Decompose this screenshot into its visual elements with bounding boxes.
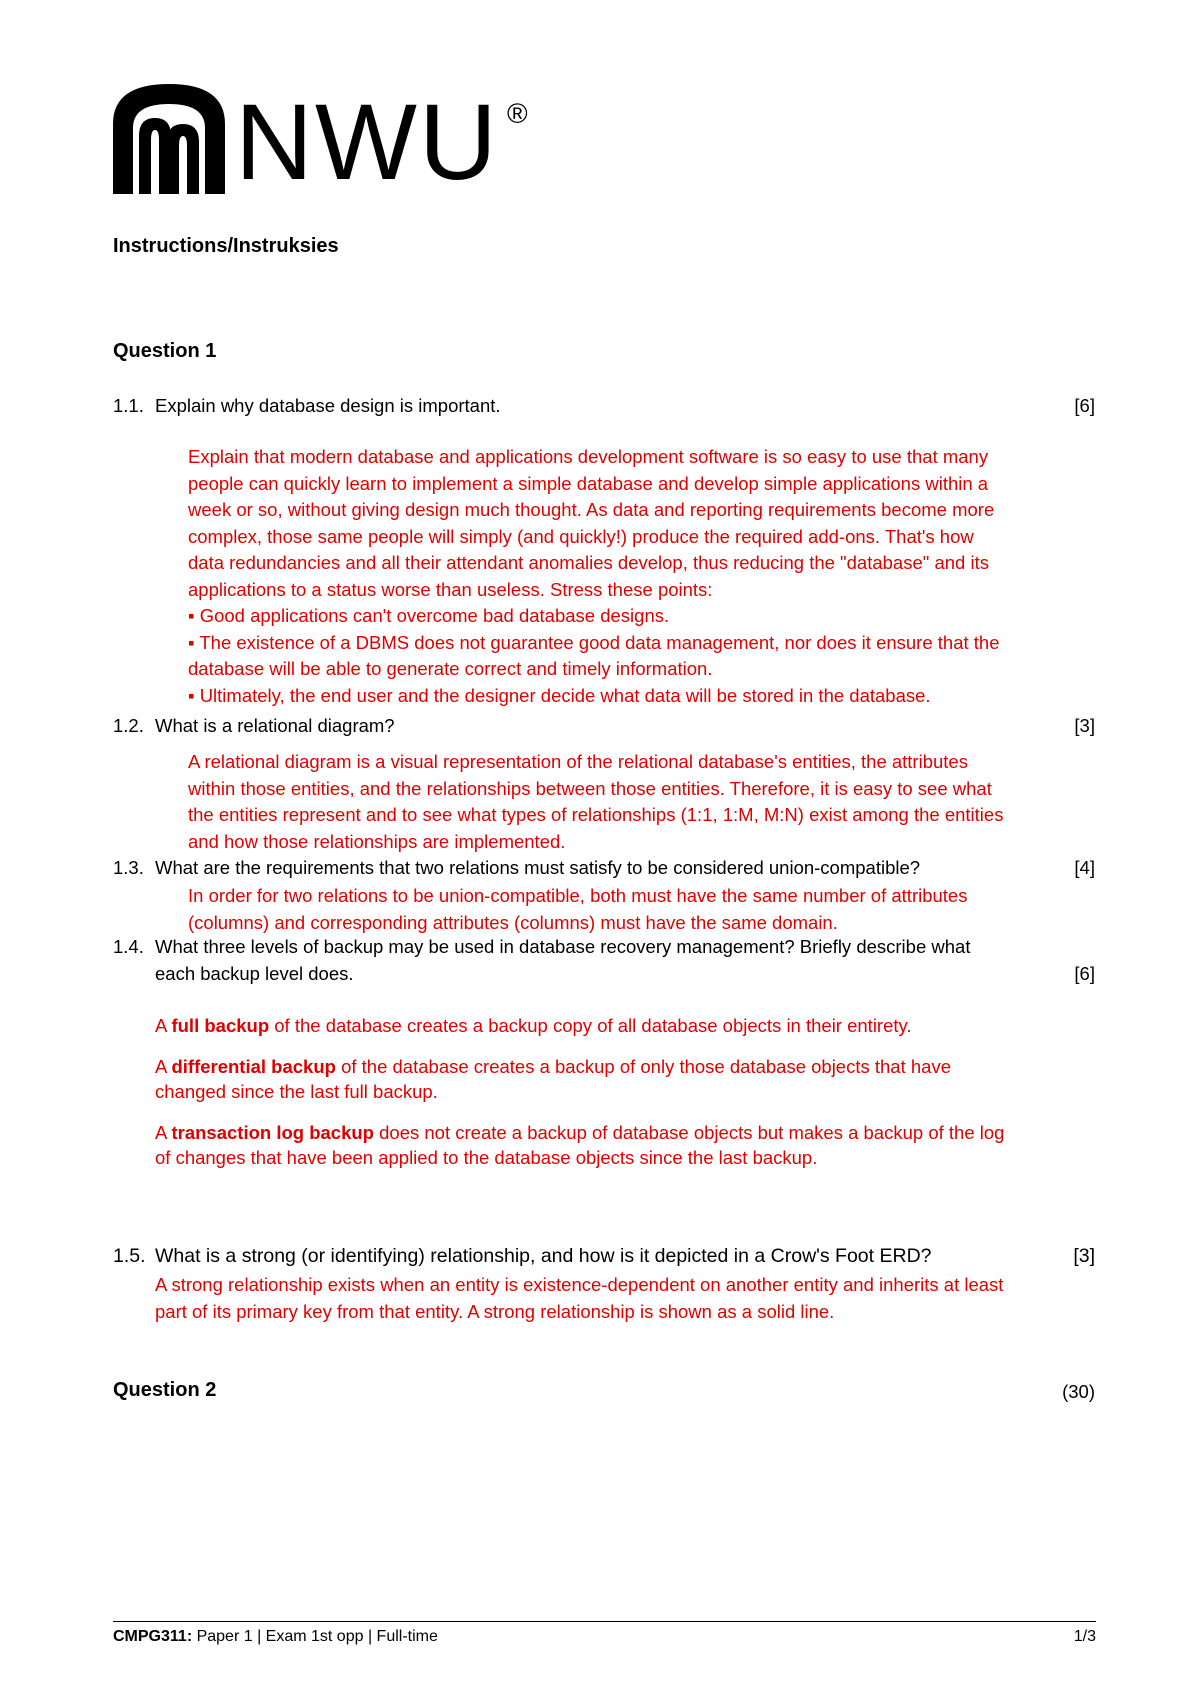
answer-transaction-log-backup: A transaction log backup does not create a backup of database objects but makes a backup of the log of changes that have been applied to the database objects since the last backup. [155,1122,1005,1168]
term-transaction-log-backup: transaction log backup [171,1122,374,1143]
answer-line: within those entities, and the relationships between those entities. Therefore, it is easy to see what [188,777,992,799]
marks-1-5: [3] [1073,1245,1095,1267]
question-text: What three levels of backup may be used in database recovery management? Briefly describe what [155,936,971,957]
marks-1-3: [4] [1074,857,1095,878]
marks-question-2: (30) [1062,1381,1095,1402]
answer-line: part of its primary key from that entity. A strong relationship is shown as a solid line. [155,1300,835,1322]
nwu-emblem-icon [113,84,225,194]
question-text: What are the requirements that two relations must satisfy to be considered union-compatible? [155,857,921,878]
question-1-3 [113,857,920,879]
answer-bullet: ▪ The existence of a DBMS does not guarantee good data management, nor does it ensure that the [188,631,1000,653]
question-1-4 [113,936,970,958]
answer-line: Explain that modern database and applications development software is so easy to use that many [188,446,989,467]
question-number: 1.2. [113,715,144,736]
page-footer [113,1628,1096,1646]
question-1-1 [113,395,501,417]
answer-line: the entities represent and to see what types of relationships (1:1, 1:M, M:N) exist among the entities [188,804,1004,825]
footer-details: Paper 1 | Exam 1st opp | Full-time [192,1628,438,1645]
nwu-logo [113,81,528,202]
question-1-heading: Question 1 [113,340,217,362]
answer-1-3 [188,883,967,936]
instructions-heading: Instructions/Instruksies [113,235,339,257]
term-differential-backup: differential backup [171,1056,336,1077]
question-1-2 [113,715,395,737]
answer-1-2 [188,749,1003,855]
question-1-5 [113,1245,932,1268]
answer-line: In order for two relations to be union-compatible, both must have the same number of attributes [188,885,968,906]
footer-divider [113,1621,1096,1622]
marks-1-1: [6] [1074,395,1095,416]
question-number: 1.3. [113,857,144,878]
answer-line: database will be able to generate correct and timely information. [188,658,713,679]
term-full-backup: full backup [171,1015,270,1036]
answer-line: week or so, without giving design much thought. As data and reporting requirements become more [188,499,995,520]
question-1-4-cont: each backup level does. [155,963,354,984]
answer-1-5 [155,1272,1003,1325]
answer-line: data redundancies and all their attendant anomalies develop, thus reducing the "database" and its [188,552,989,573]
question-number: 1.4. [113,936,144,957]
marks-1-4: [6] [1074,963,1095,984]
answer-bullet: ▪ Good applications can't overcome bad database designs. [188,605,670,626]
registered-mark: ® [506,98,528,129]
answer-line: people can quickly learn to implement a simple database and develop simple applications within a [188,472,989,494]
question-number: 1.1. [113,395,144,416]
answer-bullet: ▪ Ultimately, the end user and the designer decide what data will be stored in the database. [188,684,931,706]
answer-line: complex, those same people will simply (and quickly!) produce the required add-ons. That's how [188,525,974,547]
answer-1-1 [188,444,1000,709]
answer-line: A strong relationship exists when an entity is existence-dependent on another entity and inherits at least [155,1274,1004,1295]
question-text: What is a relational diagram? [155,715,395,736]
answer-line: A relational diagram is a visual representation of the relational database's entities, the attributes [188,751,968,772]
marks-1-2: [3] [1074,715,1095,736]
answer-line: and how those relationships are implemented. [188,830,566,852]
footer-page-number: 1/3 [1073,1628,1096,1645]
answer-line: (columns) and corresponding attributes (columns) must have the same domain. [188,911,838,933]
answer-full-backup: A full backup of the database creates a backup copy of all database objects in their entirety. [155,1015,912,1036]
question-number: 1.5. [113,1245,146,1267]
footer-course-code: CMPG311: [113,1628,193,1645]
answer-line: applications to a status worse than useless. Stress these points: [188,578,713,600]
question-2-heading: Question 2 [113,1379,217,1401]
question-text: What is a strong (or identifying) relationship, and how is it depicted in a Crow's Foot ERD? [155,1245,932,1267]
answer-differential-backup: A differential backup of the database creates a backup of only those database objects that have changed since the last full backup. [155,1056,951,1102]
logo-wordmark: NWU [235,81,499,202]
question-text: Explain why database design is important. [155,395,501,416]
